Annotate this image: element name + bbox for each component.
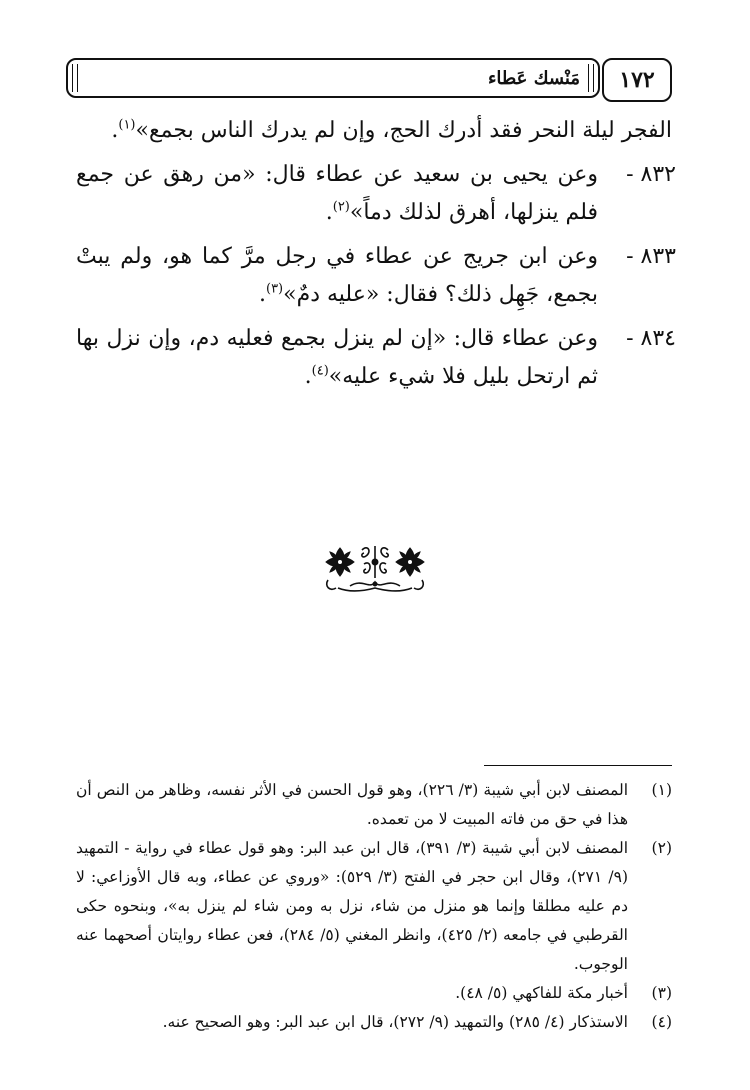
footnote-ref: (٢) [332, 199, 350, 215]
footnote-divider [484, 765, 672, 766]
footnote-number: (١) [651, 781, 672, 799]
floral-ornament-icon [320, 542, 430, 594]
footnote-ref: (٤) [311, 363, 329, 379]
footnote-ref: (٣) [265, 281, 284, 297]
running-title: مَنْسك عَطاء [66, 58, 600, 98]
entry-text: وعن ابن جريج عن عطاء في رجل مرَّ كما هو، ولم يبتْ بجمع، جَهِل ذلك؟ فقال: «عليه دمٌ» [76, 244, 598, 307]
entry-833: ٨٣٣ - وعن ابن جريج عن عطاء في رجل مرَّ كما هو، ولم يبتْ بجمع، جَهِل ذلك؟ فقال: «عليه دمٌ»$^{(٣)}$. [76, 238, 672, 314]
entry-number: ٨٣٢ - [626, 162, 676, 187]
main-text [76, 112, 676, 402]
opening-text: الفجر ليلة النحر فقد أدرك الحج، وإن لم يدرك الناس بجمع» [135, 118, 672, 143]
footnote-number: (٣) [651, 984, 672, 1002]
footnote-1 [76, 776, 672, 834]
entry-832: ٨٣٢ - وعن يحيى بن سعيد عن عطاء قال: «من رهق عن جمع فلم ينزلها، أهرق لذلك دماً»$^{(٢)}$. [76, 156, 672, 232]
footnote-ref: (١) [118, 117, 136, 133]
entry-text: وعن عطاء قال: «إن لم ينزل بجمع فعليه دم، وإن نزل بها ثم ارتحل بليل فلا شيء عليه» [76, 326, 598, 389]
page-header [66, 58, 672, 100]
entry-text: وعن يحيى بن سعيد عن عطاء قال: «من رهق عن جمع فلم ينزلها، أهرق لذلك دماً» [76, 162, 598, 225]
entry-number: ٨٣٤ - [626, 326, 676, 351]
footnote-number: (٢) [651, 839, 672, 857]
opening-paragraph: الفجر ليلة النحر فقد أدرك الحج، وإن لم يدرك الناس بجمع»$^{(١)}$. [111, 117, 672, 143]
footnote-3 [76, 979, 672, 1008]
footnote-text: أخبار مكة للفاكهي (٥/ ٤٨). [455, 984, 628, 1002]
page-number: ١٧٢ [602, 58, 672, 102]
footnote-text: المصنف لابن أبي شيبة (٣/ ٢٢٦)، وهو قول الحسن في الأثر نفسه، وظاهر من النص أن هذا في حق من فاته المبيت لا من تعمده. [76, 781, 629, 828]
footnote-text: المصنف لابن أبي شيبة (٣/ ٣٩١)، قال ابن عبد البر: وهو قول عطاء في رواية - التمهيد (٩/ ٢٧١)، وقال ابن حجر في الفتح (٣/ ٥٢٩): «وروي عن عطاء، وبه قال الأوزاعي: لا دم عليه مطلقا وإنما هو منزل من شاء، نزل به ومن شاء لم ينزل به»، وبنحوه حكى القرطبي في جامعه (٢/ ٤٢٥)، وانظر المغني (٥/ ٢٨٤)، فعن عطاء روايتان أصحهما عنه الوجوب. [76, 839, 628, 973]
footnote-2 [76, 834, 672, 979]
footnote-number: (٤) [651, 1013, 672, 1031]
footnote-text: الاستذكار (٤/ ٢٨٥) والتمهيد (٩/ ٢٧٢)، قال ابن عبد البر: وهو الصحيح عنه. [162, 1013, 628, 1031]
entry-number: ٨٣٣ - [626, 244, 676, 269]
footnotes [76, 776, 672, 1037]
footnote-4 [76, 1008, 672, 1037]
entry-834: ٨٣٤ - وعن عطاء قال: «إن لم ينزل بجمع فعليه دم، وإن نزل بها ثم ارتحل بليل فلا شيء عليه»$^{(٤)}$. [76, 320, 672, 396]
